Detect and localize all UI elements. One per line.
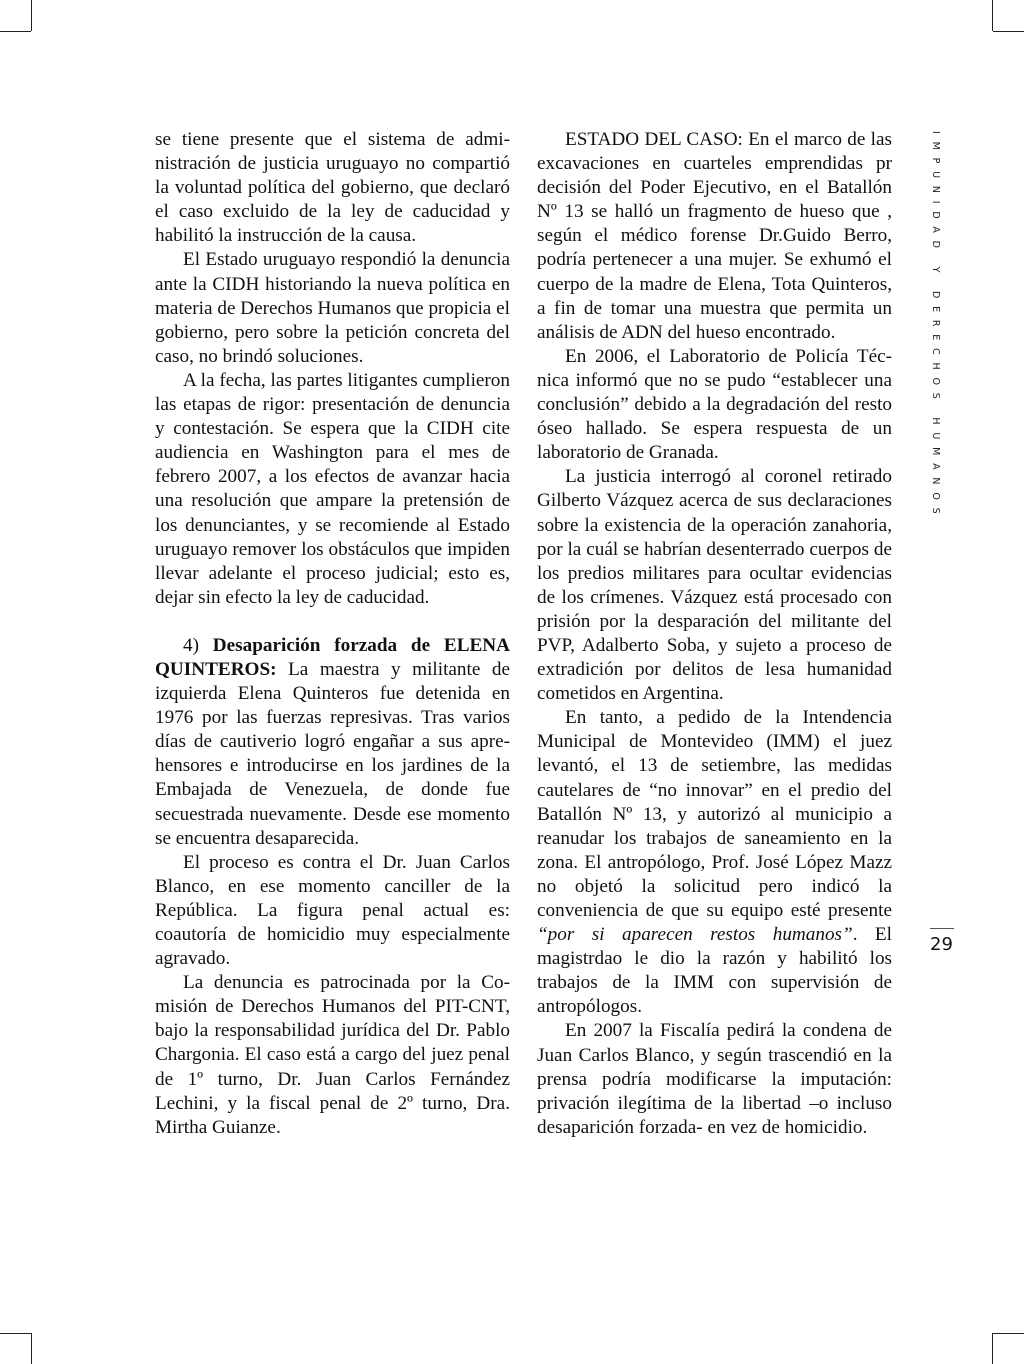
paragraph: ESTADO DEL CASO: En el marco de las excavaciones en cuarteles emprendidas pr decisión del Poder Ejecutivo, en el Batallón Nº 13 se halló un fragmento de hueso que , según el médico forense Dr.Guido Berro, podría pertenecer a una mujer. Se exhumó el cuerpo de la madre de Elena, Tota Quinteros, a fin de tomar una muestra que permita un análisis de ADN del hueso encontrado. [537,129,892,343]
crop-mark-top-right-h [993,31,1024,32]
paragraph: En 2007 la Fiscalía pedirá la condena de Juan Carlos Blanco, y según trascendió en la prensa podría modificarse la imputación: privación ilegítima de la libertad –o incluso desaparición forzada- en vez de homicidio. [537,1020,892,1138]
paragraph: La justicia interrogó al coronel retirado Gilberto Vázquez acerca de sus declaraciones sobre la existencia de la operación zanahoria, por la cuál se habrían desenterrado cuerpos de los predios militares para ocultar evidencias de los crímenes. Vázquez está procesado con prisión por la desparación del militante del PVP, Adalberto Soba, y sujeto a proceso de extradición por delitos de lesa humanidad cometidos en Argentina. [537,466,892,705]
crop-mark-bottom-right-v [992,1333,993,1364]
page-number: 29 [930,934,953,955]
quoted-text: “por si aparecen restos humanos” [537,924,853,946]
paragraph-text: En tanto, a pedido de la Intendencia Municipal de Montevideo (IMM) el juez levantó, el 13 de setiembre, las medidas cautelares de “no innovar” en el predio del Batallón Nº 13, y autorizó al municipio a reanudar los trabajos de saneamiento en la zona. El antropólogo, Prof. José López Mazz no objetó la solicitud pero indicó la conveniencia de que su equipo esté presente [537,707,892,921]
paragraph [537,706,892,1019]
crop-mark-top-left-h [0,31,31,32]
paragraph: El Estado uruguayo respondió la denuncia ante la CIDH historiando la nueva política en materia de Derechos Humanos que propicia el gobierno, pero sobre la petición concreta del caso, no brindó soluciones. [155,249,510,367]
crop-mark-top-left-v [31,0,32,31]
running-header: IMPUNIDAD Y DERECHOS HUMANOS [930,131,941,522]
section-heading: Desaparición forzada de ELENA QUINTEROS: [155,634,510,680]
paragraph: se tiene presente que el sistema de administración de justicia uruguayo no compartió la voluntad política del gobierno, que declaró el caso excluido de la ley de caducidad y habilitó la instrucción de la causa. [155,129,510,247]
paragraph: A la fecha, las partes litigantes cumplieron las etapas de rigor: presentación de denuncia y contestación. Se espera que la CIDH cite audiencia en Washington para el mes de febrero 2007, a los efectos de avanzar hacia una resolución que ampare la pretensión de los denunciantes, y se recomiende al Estado uruguayo remover los obstáculos que impiden llevar adelante el proceso judicial; esto es, dejar sin efecto la ley de caducidad. [155,369,510,608]
page-number-rule [930,928,954,929]
section-number: 4) [183,634,199,656]
section-paragraph [155,634,510,851]
section-text: La maestra y militante de izquierda Elena Quinteros fue detenida en 1976 por las fuerzas represivas. Tras varios días de cautiverio logró engañar a sus aprehensores e introducirse en los jardines de la Embajada de Venezuela, de donde fue secuestrada nuevamente. Desde ese momento se encuentra desaparecida. [155,658,510,849]
crop-mark-top-right-v [992,0,993,31]
crop-mark-bottom-left-h [0,1333,31,1334]
crop-mark-bottom-left-v [31,1333,32,1364]
paragraph: El proceso es contra el Dr. Juan Carlos Blanco, en ese momento canciller de la República. La figura penal actual es: coautoría de homicidio muy especialmente agravado. [155,851,510,970]
right-column [537,128,892,1140]
crop-mark-bottom-right-h [993,1333,1024,1334]
left-column [155,128,510,1140]
paragraph: La denuncia es patrocinada por la Comisión de Derechos Humanos del PIT-CNT, bajo la responsabilidad jurídica del Dr. Pablo Chargonia. El caso está a cargo del juez penal de 1º turno, Dr. Juan Carlos Fernández Lechini, y la fiscal penal de 2º turno, Dra. Mirtha Guianze. [155,972,510,1138]
paragraph: En 2006, el Laboratorio de Policía Técnica informó que no se pudo “establecer una conclusión” debido a la degradación del resto óseo hallado. Se espera respuesta de un laboratorio de Granada. [537,345,892,464]
paragraph-text: . El magistrdao le dio la razón y habilitó los trabajos de la IMM con supervisión de antropólogos. [537,924,892,1018]
